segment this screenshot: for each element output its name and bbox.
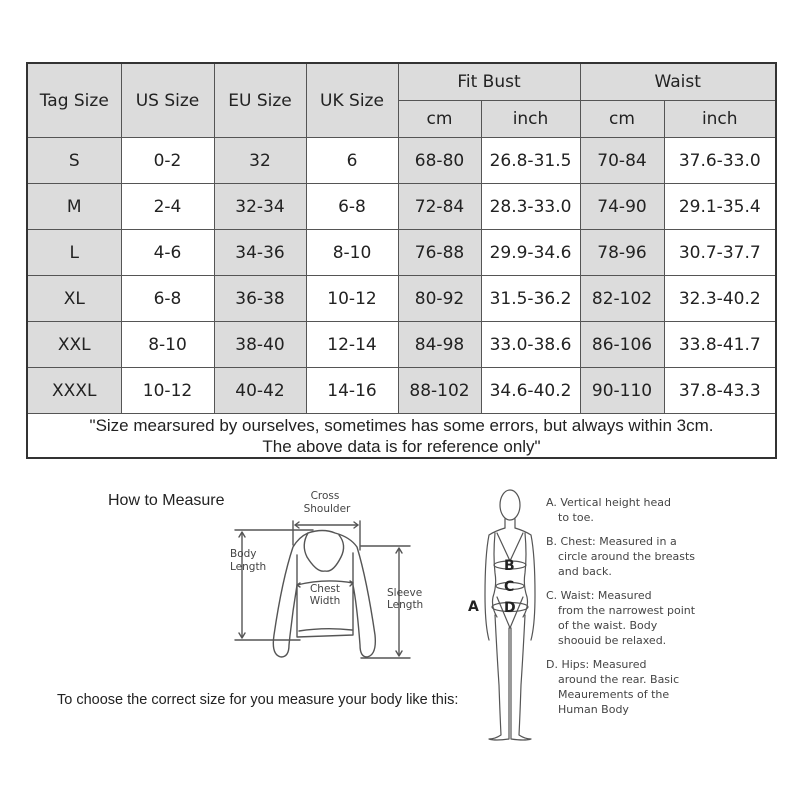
cell-us: 0-2	[121, 138, 214, 184]
cell-waist-cm: 82-102	[580, 276, 664, 322]
label-cross: Cross	[310, 490, 340, 502]
table-row	[27, 138, 776, 184]
cell-uk: 6-8	[306, 184, 398, 230]
label-sleeve-length: Length	[387, 599, 424, 611]
disclaimer-note	[27, 414, 776, 459]
header-waist-cm: cm	[580, 101, 664, 138]
cell-waist-inch: 37.6-33.0	[664, 138, 776, 184]
header-eu-size: EU Size	[214, 63, 306, 138]
note-row	[27, 414, 776, 459]
label-body-length: Length	[230, 561, 267, 573]
measure-instruction: To choose the correct size for you measure your body like this:	[57, 692, 459, 708]
cell-waist-cm: 74-90	[580, 184, 664, 230]
table-row	[27, 368, 776, 414]
cell-uk: 10-12	[306, 276, 398, 322]
cell-bust-cm: 80-92	[398, 276, 481, 322]
cell-bust-cm: 72-84	[398, 184, 481, 230]
cell-eu: 34-36	[214, 230, 306, 276]
cell-waist-cm: 78-96	[580, 230, 664, 276]
cell-waist-inch: 37.8-43.3	[664, 368, 776, 414]
cell-eu: 32-34	[214, 184, 306, 230]
legend-a-title: A. Vertical height head	[546, 496, 672, 509]
label-chest: Chest	[309, 583, 341, 595]
table-row	[27, 184, 776, 230]
cell-waist-inch: 29.1-35.4	[664, 184, 776, 230]
cell-bust-inch: 33.0-38.6	[481, 322, 580, 368]
marker-d: D	[504, 600, 516, 616]
cell-us: 10-12	[121, 368, 214, 414]
legend-c-title: C. Waist: Measured	[546, 589, 652, 602]
how-to-measure-title: How to Measure	[108, 492, 225, 509]
header-tag-size: Tag Size	[27, 63, 121, 138]
legend-d-title: D. Hips: Measured	[546, 658, 647, 671]
cell-waist-cm: 90-110	[580, 368, 664, 414]
header-us-size: US Size	[121, 63, 214, 138]
cell-tag: M	[27, 184, 121, 230]
cell-eu: 32	[214, 138, 306, 184]
legend-b-title: B. Chest: Measured in a	[546, 535, 677, 548]
header-bust-inch: inch	[481, 101, 580, 138]
header-uk-size: UK Size	[306, 63, 398, 138]
cell-bust-inch: 28.3-33.0	[481, 184, 580, 230]
marker-b: B	[504, 558, 515, 574]
cell-bust-inch: 29.9-34.6	[481, 230, 580, 276]
cell-eu: 40-42	[214, 368, 306, 414]
legend-item-d	[546, 657, 696, 717]
header-bust-cm: cm	[398, 101, 481, 138]
cell-waist-inch: 32.3-40.2	[664, 276, 776, 322]
cell-tag: XXXL	[27, 368, 121, 414]
table-row	[27, 322, 776, 368]
legend-c-text: from the narrowest point of the waist. Body shoouid be relaxed.	[558, 604, 696, 647]
legend-d-text: around the rear. Basic Meaurements of the Human Body	[558, 673, 680, 716]
header-fit-bust: Fit Bust	[398, 63, 580, 101]
header-waist: Waist	[580, 63, 776, 101]
marker-c: C	[504, 579, 515, 595]
cell-us: 2-4	[121, 184, 214, 230]
cell-bust-cm: 88-102	[398, 368, 481, 414]
cell-tag: XL	[27, 276, 121, 322]
cell-bust-inch: 34.6-40.2	[481, 368, 580, 414]
cell-eu: 36-38	[214, 276, 306, 322]
cell-bust-cm: 68-80	[398, 138, 481, 184]
note-line-2: The above data is for reference only"	[262, 436, 541, 456]
cell-uk: 14-16	[306, 368, 398, 414]
body-measure-figure	[465, 485, 550, 750]
size-chart-table	[26, 62, 777, 459]
legend-item-b	[546, 534, 696, 579]
cell-bust-cm: 84-98	[398, 322, 481, 368]
cell-us: 8-10	[121, 322, 214, 368]
cell-waist-cm: 86-106	[580, 322, 664, 368]
header-row	[27, 63, 776, 101]
label-width: Width	[309, 595, 341, 607]
cell-bust-cm: 76-88	[398, 230, 481, 276]
cell-waist-cm: 70-84	[580, 138, 664, 184]
sweater-measure-diagram	[225, 485, 445, 665]
cell-waist-inch: 33.8-41.7	[664, 322, 776, 368]
legend-item-c	[546, 588, 696, 648]
table-row	[27, 230, 776, 276]
cell-uk: 6	[306, 138, 398, 184]
note-line-1: "Size mearsured by ourselves, sometimes has some errors, but always within 3cm.	[89, 415, 714, 435]
cell-tag: S	[27, 138, 121, 184]
label-shoulder: Shoulder	[303, 503, 351, 515]
legend-a-text: to toe.	[558, 511, 594, 524]
cell-uk: 12-14	[306, 322, 398, 368]
header-waist-inch: inch	[664, 101, 776, 138]
cell-tag: L	[27, 230, 121, 276]
legend-item-a	[546, 495, 696, 525]
legend-b-text: circle around the breasts and back.	[558, 550, 696, 578]
measurement-legend	[546, 495, 696, 745]
label-body: Body	[230, 548, 257, 560]
table-row	[27, 276, 776, 322]
cell-uk: 8-10	[306, 230, 398, 276]
label-sleeve: Sleeve	[387, 587, 423, 599]
cell-waist-inch: 30.7-37.7	[664, 230, 776, 276]
cell-us: 4-6	[121, 230, 214, 276]
cell-tag: XXL	[27, 322, 121, 368]
marker-a: A	[468, 599, 479, 615]
cell-bust-inch: 26.8-31.5	[481, 138, 580, 184]
cell-bust-inch: 31.5-36.2	[481, 276, 580, 322]
cell-us: 6-8	[121, 276, 214, 322]
cell-eu: 38-40	[214, 322, 306, 368]
